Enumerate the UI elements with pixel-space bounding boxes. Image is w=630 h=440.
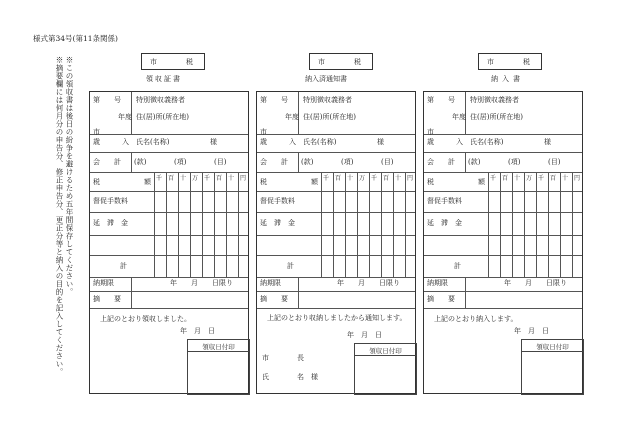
mayor-name-label: 氏 名 様 [262,373,318,381]
form-3 [423,91,583,394]
note-1: ※この領収書は後日の紛争を避けるため五年間保存してください。 [65,56,74,296]
digit-label: 十 [514,175,521,182]
digit-label: 百 [168,175,175,182]
sama-label: 様 [210,138,217,146]
due-label: 納期限 [427,279,448,287]
form-1 [89,91,249,394]
stamp-label: 領収日付印 [369,347,402,355]
row-kei-label: 計 [448,158,455,166]
digit-label: 円 [407,175,414,182]
form-note: 上記のとおり納入します。 [434,315,518,323]
digit-label: 十 [562,175,569,182]
total-label: 計 [120,262,127,270]
digit-label: 千 [490,175,497,182]
moku-label: (目) [214,158,227,166]
row-sai-label: 歳 [427,138,434,146]
row-ichi-label: 市 [427,128,434,136]
digit-label: 円 [240,175,247,182]
row-iri-label: 入 [456,138,463,146]
tax-box-2 [309,53,373,70]
stamp-label: 領収日付印 [536,343,569,351]
digit-label: 千 [371,175,378,182]
row-gaku-label: 額 [144,178,151,186]
payer-label: 特別徴収義務者 [136,96,185,104]
stamp-label: 領収日付印 [202,343,235,351]
digit-label: 十 [395,175,402,182]
digit-label: 万 [192,175,199,182]
row-ichi-label: 市 [260,128,267,136]
digit-label: 十 [347,175,354,182]
row-number-label: 第 号 [427,96,455,104]
row-iri-label: 入 [289,138,296,146]
digit-label: 百 [216,175,223,182]
due-value: 年 月 日限り [337,279,400,287]
digit-label: 千 [204,175,211,182]
due-value: 年 月 日限り [170,279,233,287]
digit-label: 千 [538,175,545,182]
row-year-label: 年度 [118,113,132,121]
row-gaku-label: 額 [311,178,318,186]
form-title-1: 領収証書 [146,75,182,83]
stamp-box [521,339,584,395]
address-label: 住(居)所(所在地) [136,113,189,121]
kou-label: (項) [508,158,521,166]
entai-label: 延 滞 金 [260,219,295,227]
tax-box-1 [141,53,205,70]
entai-label: 延 滞 金 [93,219,128,227]
tekiyo-label: 摘 要 [93,295,121,303]
total-label: 計 [287,262,294,270]
entai-label: 延 滞 金 [427,219,462,227]
stamp-box [354,343,417,395]
digit-label: 千 [156,175,163,182]
tekiyo-label: 摘 要 [427,295,455,303]
tax-city: 市 [318,58,325,66]
row-zei-label: 税 [427,178,434,186]
sama-label: 様 [377,138,384,146]
tax-zei: 税 [354,58,361,66]
digit-label: 千 [323,175,330,182]
sama-label: 様 [544,138,551,146]
due-value: 年 月 日限り [504,279,567,287]
due-label: 納期限 [93,279,114,287]
row-kai-label: 会 [93,158,100,166]
row-sai-label: 歳 [260,138,267,146]
row-number-label: 第 号 [260,96,288,104]
moku-label: (目) [548,158,561,166]
tax-box-3 [478,53,542,70]
address-label: 住(居)所(所在地) [303,113,356,121]
form-note: 上記のとおり領収しました。 [100,315,191,323]
name-label: 氏名(名称) [470,138,504,146]
kan-label: (款) [301,158,314,166]
form-title-2: 納入済通知書 [305,75,347,83]
kan-label: (款) [468,158,481,166]
note-2: ※摘要欄には何月分の申告分、修正申告分、更正分等と納入の目的を記入してください。 [55,56,64,376]
form-note: 上記のとおり収納しましたから通知します。 [267,314,407,322]
row-ichi-label: 市 [93,128,100,136]
name-label: 氏名(名称) [303,138,337,146]
digit-label: 万 [526,175,533,182]
row-sai-label: 歳 [93,138,100,146]
digit-label: 百 [502,175,509,182]
row-iri-label: 入 [122,138,129,146]
row-year-label: 年度 [452,113,466,121]
form-2 [256,91,416,394]
row-zei-label: 税 [260,178,267,186]
row-kai-label: 会 [260,158,267,166]
digit-label: 百 [550,175,557,182]
name-label: 氏名(名称) [136,138,170,146]
digit-label: 百 [383,175,390,182]
mayor-label: 市 長 [262,354,304,362]
kan-label: (款) [134,158,147,166]
payer-label: 特別徴収義務者 [470,96,519,104]
address-label: 住(居)所(所在地) [470,113,523,121]
row-zei-label: 税 [93,178,100,186]
row-gaku-label: 額 [478,178,485,186]
row-kei-label: 計 [281,158,288,166]
tax-zei: 税 [186,58,193,66]
tokusoku-label: 督促手数料 [427,197,462,205]
digit-label: 十 [180,175,187,182]
digit-label: 万 [359,175,366,182]
payer-label: 特別徴収義務者 [303,96,352,104]
tokusoku-label: 督促手数料 [260,197,295,205]
due-label: 納期限 [260,279,281,287]
total-label: 計 [454,262,461,270]
row-number-label: 第 号 [93,96,121,104]
digit-label: 円 [574,175,581,182]
date-label: 年 月 日 [347,331,382,339]
tax-city: 市 [150,58,157,66]
date-label: 年 月 日 [180,327,215,335]
form-number: 様式第34号(第11条関係) [33,34,118,43]
date-label: 年 月 日 [514,327,549,335]
kou-label: (項) [174,158,187,166]
tekiyo-label: 摘 要 [260,295,288,303]
kou-label: (項) [341,158,354,166]
stamp-box [187,339,250,395]
form-title-3: 納入書 [491,75,524,83]
row-kei-label: 計 [114,158,121,166]
row-year-label: 年度 [285,113,299,121]
digit-label: 百 [335,175,342,182]
tokusoku-label: 督促手数料 [93,197,128,205]
tax-city: 市 [487,58,494,66]
moku-label: (目) [381,158,394,166]
digit-label: 十 [228,175,235,182]
tax-zei: 税 [523,58,530,66]
row-kai-label: 会 [427,158,434,166]
